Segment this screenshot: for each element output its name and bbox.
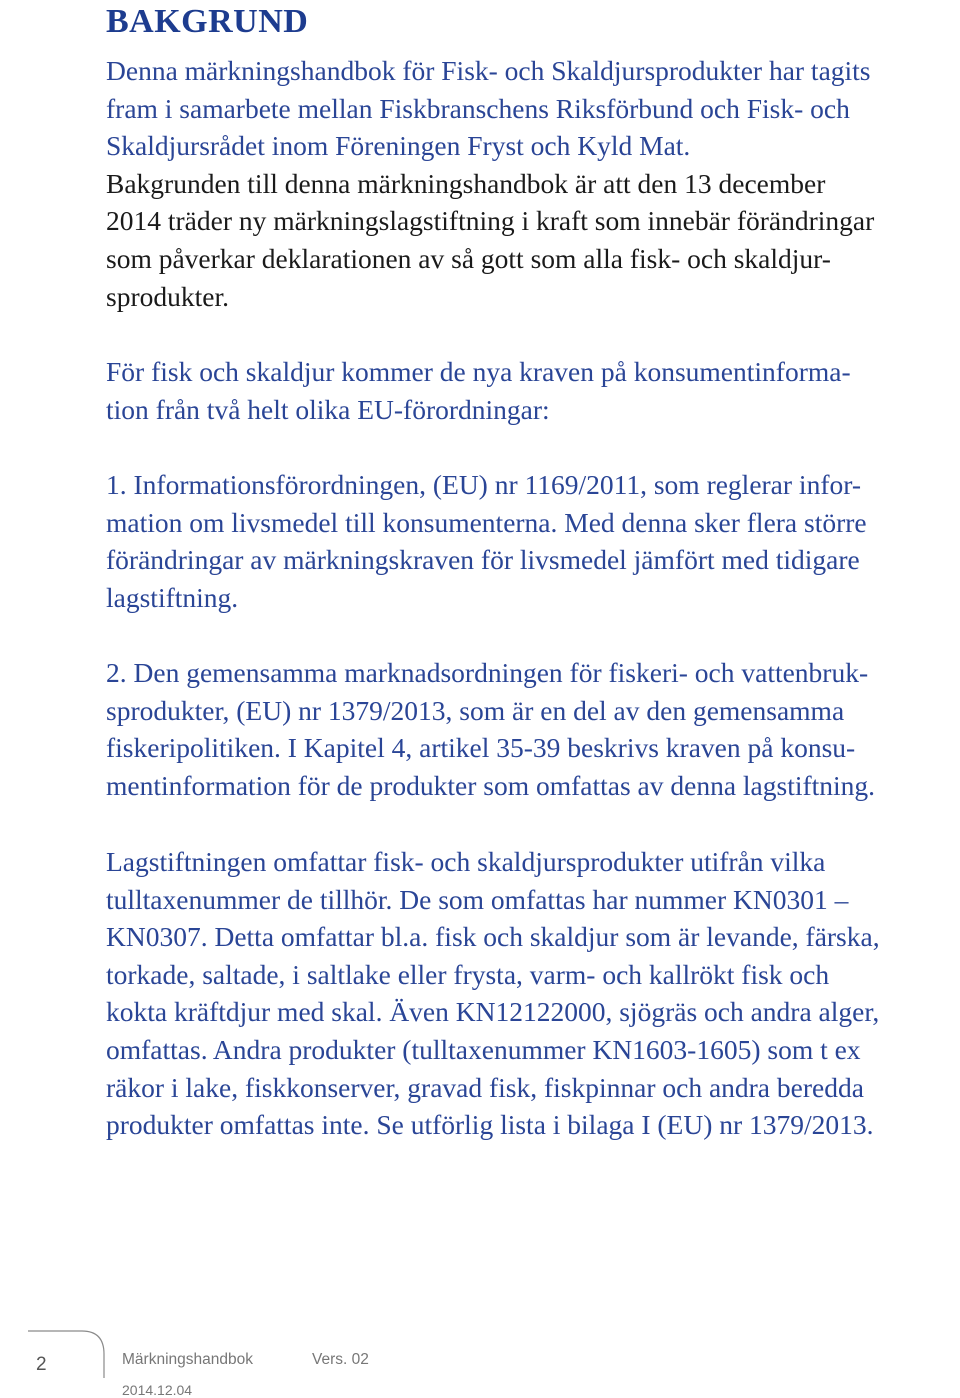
page-title: BAKGRUND: [106, 3, 309, 40]
paragraph-line: torkade, saltade, i saltlake eller frysta, varm- och kallrökt fisk och: [106, 958, 830, 990]
paragraph-line: lagstiftning.: [106, 581, 239, 613]
paragraph-line: tion från två helt olika EU-förordningar:: [106, 393, 550, 425]
paragraph-line: fiskeripolitiken. I Kapitel 4, artikel 35-39 beskrivs kraven på konsu-: [106, 732, 856, 764]
intro-line: Skaldjursrådet inom Föreningen Fryst och Kyld Mat.: [106, 130, 691, 162]
footer-date: 2014.12.04: [122, 1382, 193, 1398]
footer-divider: [0, 1318, 960, 1378]
paragraph-line: räkor i lake, fiskkonserver, gravad fisk, fiskpinnar och andra beredda: [106, 1071, 864, 1103]
scope-paragraph: [106, 843, 960, 1144]
paragraph-line: tulltaxenummer de tillhör. De som omfattas har nummer KN0301 –: [106, 883, 849, 915]
intro-line: fram i samarbete mellan Fiskbranschens Riksförbund och Fisk- och: [106, 92, 850, 124]
paragraph-line: För fisk och skaldjur kommer de nya kraven på konsumentinforma-: [106, 356, 851, 387]
footer-version: Vers. 02: [312, 1351, 369, 1368]
paragraph-line: omfattas. Andra produkter (tulltaxenummer KN1603-1605) som t ex: [106, 1033, 861, 1065]
paragraph-line: kokta kräftdjur med skal. Även KN12122000, sjögräs och andra alger,: [106, 996, 880, 1028]
paragraph-line: mentinformation för de produkter som omfattas av denna lagstiftning.: [106, 769, 876, 801]
intro-line: Denna märkningshandbok för Fisk- och Skaldjursprodukter har tagits: [106, 55, 871, 86]
paragraph-line: förändringar av märkningskraven för livsmedel jämfört med tidigare: [106, 544, 860, 576]
eu-regulations-intro: [106, 353, 960, 428]
footer-title: Märkningshandbok: [122, 1351, 253, 1368]
paragraph-line: mation om livsmedel till konsumenterna. Med denna sker flera större: [106, 506, 867, 538]
paragraph-line: sprodukter, (EU) nr 1379/2013, som är en del av den gemensamma: [106, 694, 845, 726]
intro-line: som påverkar deklarationen av så gott som alla fisk- och skaldjur-: [106, 242, 831, 274]
page-number: 2: [36, 1354, 47, 1375]
list-item-1: [106, 466, 960, 616]
intro-line: 2014 träder ny märkningslagstiftning i kraft som innebär förändringar: [106, 205, 875, 237]
paragraph-line: 2. Den gemensamma marknadsordningen för fiskeri- och vattenbruk-: [106, 657, 869, 688]
paragraph-line: Lagstiftningen omfattar fisk- och skaldjursprodukter utifrån vilka: [106, 846, 826, 877]
intro-line: Bakgrunden till denna märkningshandbok är att den 13 december: [106, 167, 826, 199]
list-item-2: [106, 654, 960, 804]
intro-paragraph: [106, 52, 960, 315]
paragraph-line: 1. Informationsförordningen, (EU) nr 1169/2011, som reglerar infor-: [106, 469, 861, 500]
intro-line: sprodukter.: [106, 280, 229, 312]
paragraph-line: KN0307. Detta omfattar bl.a. fisk och skaldjur som är levande, färska,: [106, 921, 880, 953]
paragraph-line: produkter omfattas inte. Se utförlig lista i bilaga I (EU) nr 1379/2013.: [106, 1109, 874, 1141]
